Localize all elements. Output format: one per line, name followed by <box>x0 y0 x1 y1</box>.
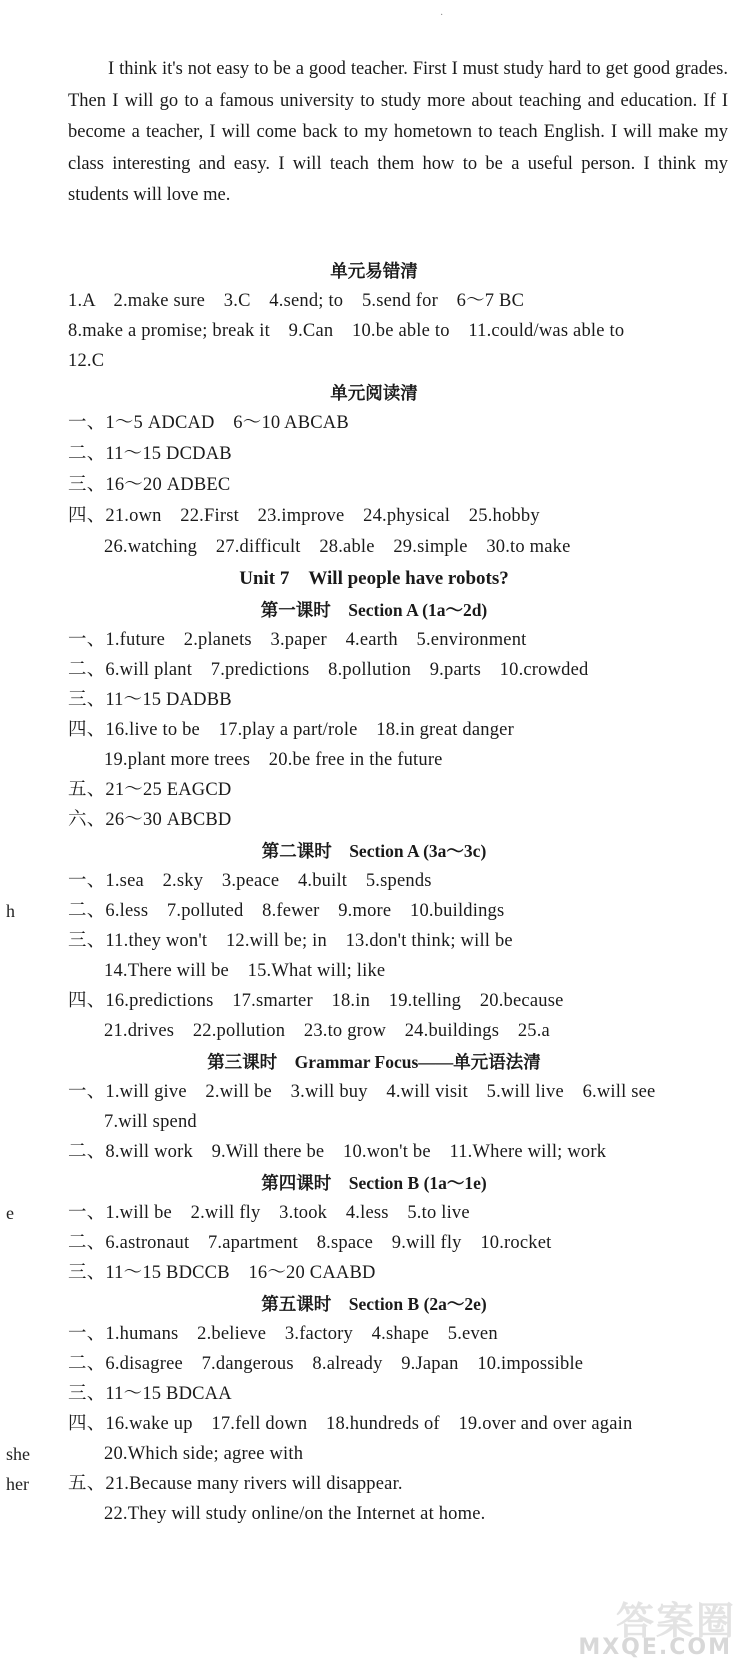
errors-line: 12.C <box>68 351 105 371</box>
margin-fragment: h <box>6 901 15 921</box>
lesson-heading-5: 第五课时 Section B (2a～2e) <box>261 1294 487 1314</box>
lesson5-line: 三、11～15 BDCAA <box>68 1384 232 1404</box>
lesson1-line: 六、26～30 ABCBD <box>68 810 232 830</box>
lesson-heading-3: 第三课时 Grammar Focus——单元语法清 <box>207 1052 541 1072</box>
lesson1-line: 二、6.will plant 7.predictions 8.pollution 9.parts 10.crowded <box>68 660 589 680</box>
lesson1-line: 三、11～15 DADBB <box>68 690 232 710</box>
lesson3-line: 7.will spend <box>104 1112 197 1132</box>
lesson2-line: 一、1.sea 2.sky 3.peace 4.built 5.spends <box>68 871 432 891</box>
reading-line: 四、21.own 22.First 23.improve 24.physical 25.hobby <box>68 506 540 526</box>
lesson-heading-2: 第二课时 Section A (3a～3c) <box>261 841 487 861</box>
lesson4-line: 一、1.will be 2.will fly 3.took 4.less 5.to live <box>68 1203 470 1223</box>
lesson3-line: 二、8.will work 9.Will there be 10.won't be 11.Where will; work <box>68 1142 607 1162</box>
lesson5-line: 20.Which side; agree with <box>104 1444 304 1464</box>
reading-line: 一、1～5 ADCAD 6～10 ABCAB <box>68 413 349 433</box>
lesson2-line: 21.drives 22.pollution 23.to grow 24.buildings 25.a <box>104 1021 550 1041</box>
essay-paragraph <box>68 54 728 212</box>
section-heading-unit-reading: 单元阅读清 <box>330 383 418 403</box>
reading-line: 26.watching 27.difficult 28.able 29.simple 30.to make <box>104 537 571 557</box>
essay-text: I think it's not easy to be a good teacher. First I must study hard to get good grades. Then I will go to a famous university to study more about teaching and education. If I become a teacher, I will come back to my hometown to teach English. I will make my class interesting and easy. I will teach them how to be a useful person. I think my students will love me. <box>68 59 728 205</box>
lesson4-line: 三、11～15 BDCCB 16～20 CAABD <box>68 1263 376 1283</box>
scan-mark: · <box>440 10 444 21</box>
margin-fragment: her <box>6 1474 29 1494</box>
lesson1-line: 四、16.live to be 17.play a part/role 18.in great danger <box>68 720 514 740</box>
lesson5-line: 二、6.disagree 7.dangerous 8.already 9.Japan 10.impossible <box>68 1354 584 1374</box>
lesson1-line: 19.plant more trees 20.be free in the future <box>104 750 443 770</box>
lesson-heading-1: 第一课时 Section A (1a～2d) <box>260 600 488 620</box>
lesson2-line: 三、11.they won't 12.will be; in 13.don't think; will be <box>68 931 513 951</box>
errors-line: 8.make a promise; break it 9.Can 10.be able to 11.could/was able to <box>68 321 625 341</box>
lesson2-line: 二、6.less 7.polluted 8.fewer 9.more 10.buildings <box>68 901 505 921</box>
lesson-heading-4: 第四课时 Section B (1a～1e) <box>261 1173 487 1193</box>
lesson5-line: 一、1.humans 2.believe 3.factory 4.shape 5.even <box>68 1324 498 1344</box>
reading-line: 二、11～15 DCDAB <box>68 444 232 464</box>
errors-line: 1.A 2.make sure 3.C 4.send; to 5.send for 6～7 BC <box>68 291 525 311</box>
reading-line: 三、16～20 ADBEC <box>68 475 231 495</box>
margin-fragment: she <box>6 1444 30 1464</box>
lesson1-line: 一、1.future 2.planets 3.paper 4.earth 5.environment <box>68 630 527 650</box>
watermark-title: 答案圈 <box>615 1599 736 1643</box>
lesson5-line: 22.They will study online/on the Internet at home. <box>104 1504 486 1524</box>
watermark-url: MXQE.COM <box>578 1635 732 1660</box>
lesson5-line: 五、21.Because many rivers will disappear. <box>68 1474 403 1494</box>
unit-title: Unit 7 Will people have robots? <box>239 568 509 589</box>
lesson4-line: 二、6.astronaut 7.apartment 8.space 9.will fly 10.rocket <box>68 1233 552 1253</box>
lesson2-line: 四、16.predictions 17.smarter 18.in 19.telling 20.because <box>68 991 564 1011</box>
lesson3-line: 一、1.will give 2.will be 3.will buy 4.will visit 5.will live 6.will see <box>68 1082 656 1102</box>
lesson1-line: 五、21～25 EAGCD <box>68 780 232 800</box>
watermark-logo <box>538 1590 738 1660</box>
margin-fragment: e <box>6 1203 14 1223</box>
lesson5-line: 四、16.wake up 17.fell down 18.hundreds of 19.over and over again <box>68 1414 633 1434</box>
section-heading-unit-errors: 单元易错清 <box>330 261 418 281</box>
lesson2-line: 14.There will be 15.What will; like <box>104 961 386 981</box>
